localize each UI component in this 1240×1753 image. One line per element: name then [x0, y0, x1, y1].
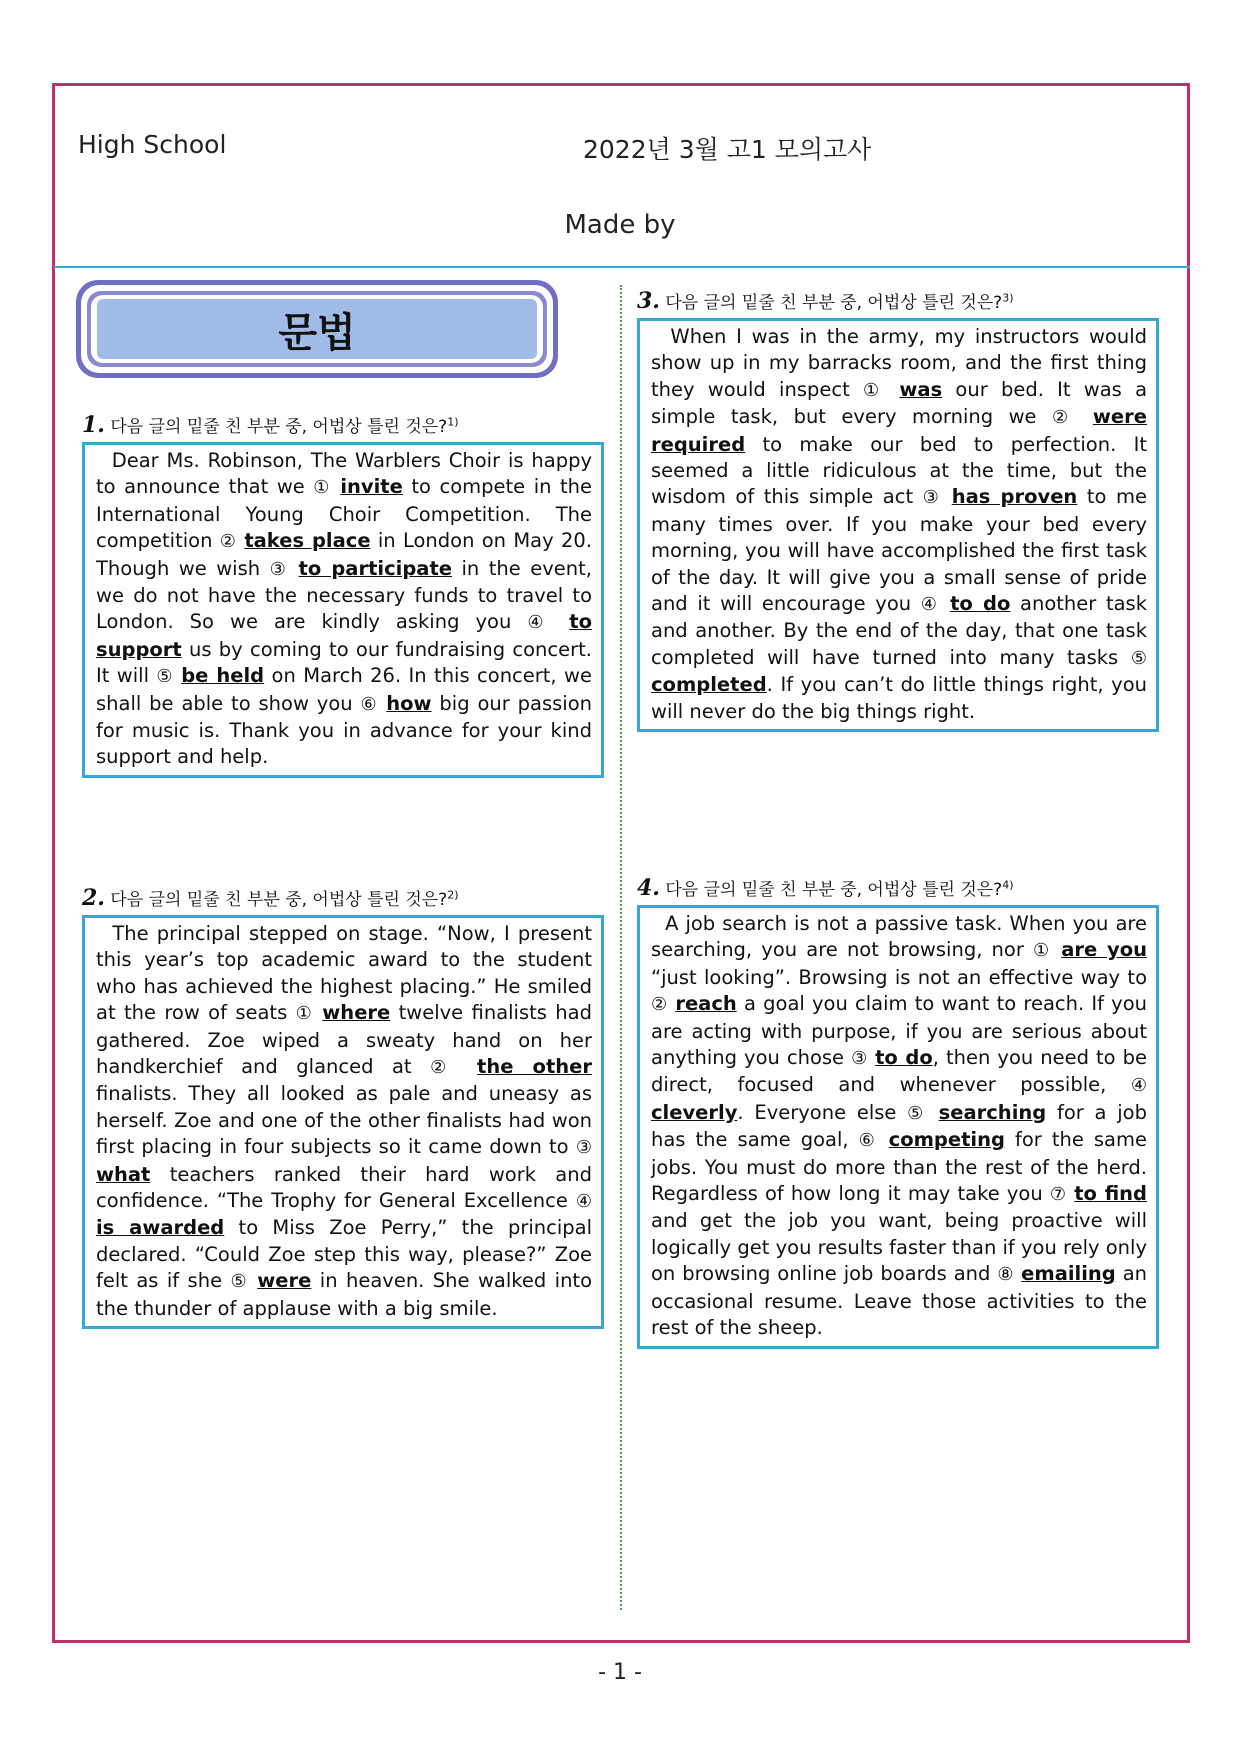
- underlined-option: cleverly: [651, 1100, 738, 1124]
- question-prompt: 다음 글의 밑줄 친 부분 중, 어법상 틀린 것은?: [110, 417, 448, 437]
- footnote-ref: 2): [447, 888, 459, 902]
- column-divider: [620, 285, 622, 1610]
- option-marker: ⑦: [1049, 1184, 1068, 1206]
- option-marker: ⑧: [997, 1264, 1015, 1286]
- passage-text: . If you can’t do little things right, you will never do the big things right.: [651, 673, 1147, 723]
- passage-box: [637, 318, 1159, 732]
- option-marker: ③: [269, 558, 290, 580]
- passage-box: [82, 442, 604, 778]
- underlined-option: were required: [651, 405, 1147, 456]
- question-prompt: 다음 글의 밑줄 친 부분 중, 어법상 틀린 것은?: [110, 890, 448, 910]
- option-marker: ②: [1052, 407, 1078, 429]
- passage-text: [459, 1055, 478, 1078]
- underlined-option: how: [386, 691, 432, 715]
- option-marker: ②: [219, 531, 237, 553]
- school-name: High School: [78, 130, 227, 159]
- footnote-ref: 1): [447, 415, 459, 429]
- passage-text: and get the job you want, being proactive will logically get you results faster than if you rely only on browsing online job boards and: [651, 1209, 1148, 1286]
- question-header: [82, 885, 604, 911]
- underlined-option: takes place: [244, 529, 371, 553]
- passage-text: . Everyone else: [737, 1100, 908, 1124]
- question-3: [637, 288, 1159, 732]
- passage-box: [82, 915, 604, 1329]
- underlined-option: competing: [888, 1128, 1005, 1152]
- section-title: 문법: [97, 299, 537, 359]
- passage-text: twelve finalists had gathered. Zoe wiped a sweaty hand on her handkerchief and glanced at: [96, 1001, 592, 1079]
- option-marker: ②: [651, 994, 669, 1016]
- passage-text: on March 26. In this concert, we shall be able to show you: [96, 664, 592, 715]
- passage-text: to me many times over. If you make your bed every morning, you will have accomplished the first task of the day. It will give you a small sense of pride and it will encourage you: [651, 485, 1148, 616]
- question-prompt: 다음 글의 밑줄 친 부분 중, 어법상 틀린 것은?: [665, 293, 1003, 313]
- passage-text: [1052, 938, 1061, 961]
- passage-text: , then you need to be direct, focused and whenever possible,: [651, 1046, 1147, 1097]
- passage-text: A job search is not a passive task. When you are searching, you are not browsing, nor: [651, 912, 1147, 962]
- question-number: 4.: [637, 875, 660, 901]
- underlined-option: has proven: [951, 485, 1078, 509]
- option-marker: ①: [295, 1003, 314, 1025]
- question-4: [637, 875, 1159, 1349]
- passage-text: for a job has the same goal,: [651, 1100, 1147, 1152]
- option-marker: ④: [920, 594, 941, 616]
- option-marker: ④: [575, 1191, 592, 1213]
- passage-text: [928, 1101, 939, 1124]
- option-marker: ⑥: [858, 1130, 879, 1152]
- passage-text: [289, 557, 299, 580]
- made-by-label: Made by: [564, 210, 676, 240]
- underlined-option: invite: [340, 475, 403, 499]
- passage-text: to make our bed to perfection. It seemed a little ridiculous at the time, but the wisdom of this simple act: [651, 432, 1147, 509]
- question-header: [637, 288, 1159, 314]
- option-marker: ⑥: [360, 693, 379, 715]
- passage-text: to Miss Zoe Perry,” the principal declared. “Could Zoe step this way, please?” Zoe felt as if she: [96, 1216, 593, 1293]
- underlined-option: searching: [938, 1100, 1047, 1124]
- passage-text: finalists. They all looked as pale and uneasy as herself. Zoe and one of the other finalists had won first placing in four subjects so it came down to: [96, 1082, 592, 1159]
- option-marker: ①: [1033, 940, 1053, 962]
- option-marker: ②: [430, 1057, 459, 1079]
- underlined-option: to participate: [298, 556, 452, 580]
- underlined-option: were: [257, 1269, 312, 1293]
- underlined-option: be held: [181, 664, 265, 688]
- option-marker: ④: [527, 612, 554, 634]
- option-marker: ⑤: [907, 1102, 928, 1124]
- underlined-option: to do: [950, 592, 1011, 616]
- passage-text: [886, 378, 899, 401]
- underlined-option: is awarded: [96, 1216, 225, 1240]
- header-divider: [54, 266, 1190, 268]
- page-number: - 1 -: [598, 1660, 642, 1685]
- option-marker: ③: [575, 1137, 592, 1159]
- option-marker: ①: [313, 477, 332, 499]
- underlined-option: to find: [1074, 1182, 1148, 1206]
- passage-text: in the event, we do not have the necessary funds to travel to London. So we are kindly asking you: [96, 556, 592, 634]
- underlined-option: are you: [1061, 938, 1147, 962]
- passage-text: in heaven. She walked into the thunder of applause with a big smile.: [96, 1269, 592, 1320]
- underlined-option: completed: [651, 673, 767, 697]
- passage-text: us by coming to our fundraising concert. It will: [96, 637, 592, 688]
- passage-text: [879, 1128, 889, 1151]
- option-marker: ⑤: [230, 1271, 249, 1293]
- passage-text: Dear Ms. Robinson, The Warblers Choir is happy to announce that we: [96, 449, 592, 499]
- question-2: [82, 885, 604, 1329]
- underlined-option: where: [322, 1001, 391, 1025]
- passage-text: “just looking”. Browsing is not an effective way to: [651, 965, 1147, 989]
- question-number: 1.: [82, 412, 105, 438]
- question-number: 2.: [82, 885, 105, 911]
- exam-title: 2022년 3월 고1 모의고사: [583, 135, 872, 164]
- option-marker: ③: [851, 1048, 869, 1070]
- option-marker: ⑤: [1130, 647, 1147, 669]
- question-1: [82, 412, 604, 778]
- passage-box: [637, 905, 1159, 1349]
- passage-text: [942, 485, 952, 508]
- question-header: [82, 412, 604, 438]
- underlined-option: what: [96, 1162, 151, 1186]
- underlined-option: reach: [675, 992, 737, 1016]
- underlined-option: to do: [875, 1046, 933, 1070]
- underlined-option: the other: [477, 1055, 592, 1079]
- passage-text: in London on May 20. Though we wish: [96, 529, 592, 580]
- option-marker: ①: [862, 379, 887, 401]
- passage-text: [553, 610, 569, 633]
- section-title-badge: [76, 280, 558, 378]
- underlined-option: was: [899, 377, 943, 401]
- question-prompt: 다음 글의 밑줄 친 부분 중, 어법상 틀린 것은?: [665, 880, 1003, 900]
- passage-text: [940, 592, 950, 615]
- passage-text: another task and another. By the end of the day, that one task completed will have turned into many tasks: [651, 592, 1148, 669]
- passage-text: to compete in the International Young Choir Competition. The competition: [96, 475, 593, 553]
- option-marker: ③: [922, 487, 943, 509]
- passage-text: teachers ranked their hard work and confidence. “The Trophy for General Excellence: [96, 1162, 592, 1213]
- passage-text: When I was in the army, my instructors would show up in my barracks room, and the first thing they would inspect: [651, 325, 1147, 401]
- footnote-ref: 4): [1002, 878, 1014, 892]
- underlined-option: to support: [96, 610, 592, 661]
- option-marker: ④: [1130, 1075, 1147, 1097]
- passage-text: our bed. It was a simple task, but every morning we: [651, 377, 1148, 429]
- passage-text: The principal stepped on stage. “Now, I present this year’s top academic award to the student who has achieved the highest placing.” He smiled at the row of seats: [96, 922, 592, 1025]
- passage-text: an occasional resume. Leave those activities to the rest of the sheep.: [651, 1262, 1148, 1340]
- question-header: [637, 875, 1159, 901]
- passage-text: a goal you claim to want to reach. If you are acting with purpose, if you are serious about anything you chose: [651, 992, 1147, 1070]
- passage-text: big our passion for music is. Thank you in advance for your kind support and help.: [96, 691, 593, 769]
- underlined-option: emailing: [1021, 1262, 1116, 1286]
- passage-text: for the same jobs. You must do more than the rest of the herd. Regardless of how long it may take you: [651, 1128, 1147, 1206]
- passage-text: [1077, 405, 1092, 428]
- question-number: 3.: [637, 288, 660, 314]
- footnote-ref: 3): [1002, 291, 1014, 305]
- option-marker: ⑤: [156, 666, 174, 688]
